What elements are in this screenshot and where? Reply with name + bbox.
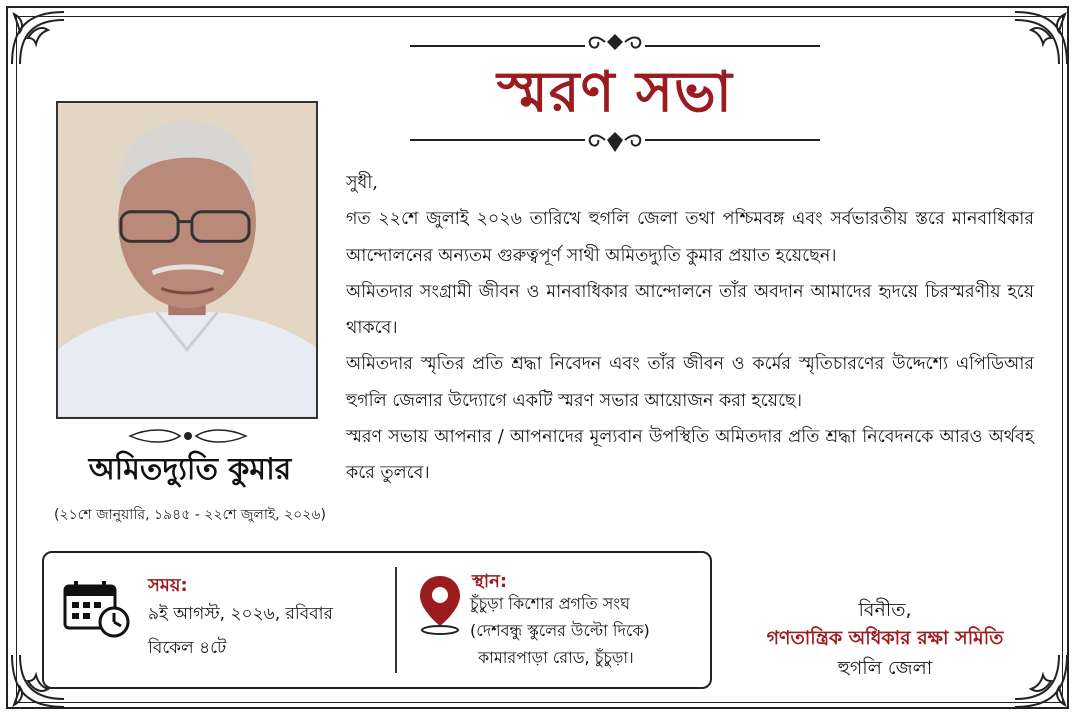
name-ornament (128, 428, 248, 444)
place-line-1: চুঁচুড়া কিশোর প্রগতি সংঘ (470, 594, 631, 613)
title-divider-top (410, 30, 820, 54)
corner-ornament (8, 8, 68, 68)
body-paragraph: অমিতদার সংগ্রামী জীবন ও মানবাধিকার আন্দোলনে তাঁর অবদান আমাদের হৃদয়ে চিরস্মরণীয় হয়ে থাকবে। (346, 281, 1034, 339)
details-divider (395, 567, 397, 673)
place-label: স্থান: (472, 571, 508, 592)
person-dates: (২১শে জানুয়ারি, ১৯৪৫ - ২২শে জুলাই, ২০২৬) (54, 507, 326, 523)
location-pin-icon (414, 572, 466, 636)
notice-body (346, 165, 1034, 492)
portrait-photo (56, 101, 318, 419)
event-date: ৯ই আগস্ট, ২০২৬, রবিবার (148, 604, 333, 624)
title-divider-bottom (410, 130, 820, 154)
time-label: সময়: (148, 575, 188, 596)
district-name: হুগলি জেলা (837, 657, 933, 679)
event-time: বিকেল ৪টে (148, 638, 227, 658)
place-line-2: (দেশবন্ধু স্কুলের উল্টো দিকে) (470, 621, 650, 640)
greeting: সুধী, (346, 173, 378, 193)
body-paragraph: অমিতদার স্মৃতির প্রতি শ্রদ্ধা নিবেদন এবং তাঁর জীবন ও কর্মের স্মৃতিচারণের উদ্দেশ্যে এপিডিআর হুগলি জেলার উদ্যোগে একটি স্মরণ সভার আয়োজন করা হয়েছে। (346, 354, 1034, 411)
calendar-clock-icon (62, 578, 132, 638)
page-title: স্মরণ সভা (497, 59, 733, 125)
corner-ornament (1011, 8, 1071, 68)
body-paragraph: গত ২২শে জুলাই ২০২৬ তারিখে হুগলি জেলা তথা পশ্চিমবঙ্গ এবং সর্বভারতীয় স্তরে মানবাধিকার আন্দোলনের অন্যতম গুরুত্বপূর্ণ সাথী অমিতদ্যুতি কুমার প্রয়াত হয়েছেন। (346, 209, 1034, 266)
body-paragraph: স্মরণ সভায় আপনার / আপনাদের মূল্যবান উপস্থিতি অমিতদার প্রতি শ্রদ্ধা নিবেদনকে আরও অর্থবহ করে তুলবে। (346, 427, 1034, 484)
organization-name: গণতান্ত্রিক অধিকার রক্ষা সমিতি (766, 627, 1004, 649)
place-line-3: কামারপাড়া রোড, চুঁচুড়া। (478, 648, 634, 667)
closing: বিনীত, (858, 599, 912, 621)
person-name: অমিতদ্যুতি কুমার (88, 452, 292, 487)
